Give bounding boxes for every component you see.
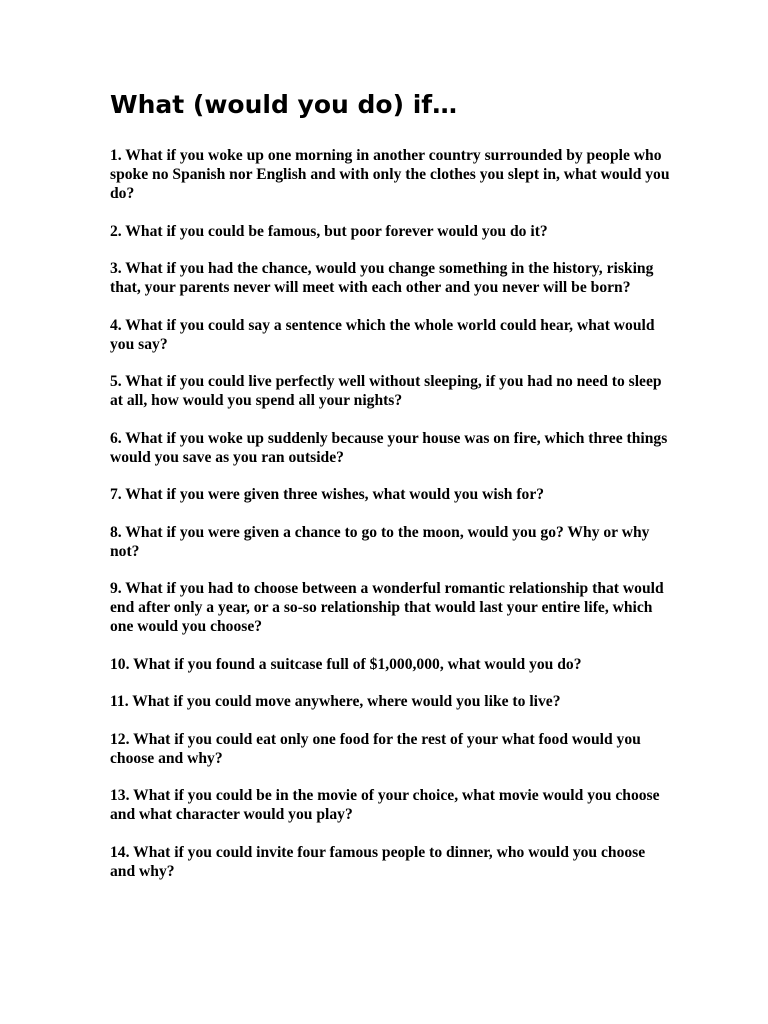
question-item-14: 14. What if you could invite four famous people to dinner, who would you choose and why? bbox=[110, 843, 646, 880]
question-item-6: 6. What if you woke up suddenly because your house was on fire, which three things would you save as you ran outside? bbox=[110, 429, 668, 466]
question-item-1: 1. What if you woke up one morning in another country surrounded by people who spoke no Spanish nor English and with only the clothes you slept in, what would you do? bbox=[110, 147, 670, 202]
question-item-10: 10. What if you found a suitcase full of $1,000,000, what would you do? bbox=[110, 655, 582, 673]
question-item-9: 9. What if you had to choose between a wonderful romantic relationship that would end after only a year, or a so-so relationship that would last your entire life, which one would you choose? bbox=[110, 580, 664, 635]
question-item-11: 11. What if you could move anywhere, where would you like to live? bbox=[110, 693, 561, 710]
question-item-3: 3. What if you had the chance, would you change something in the history, risking that, your parents never will meet with each other and you never will be born? bbox=[110, 260, 654, 296]
question-item-7: 7. What if you were given three wishes, what would you wish for? bbox=[110, 486, 545, 503]
question-item-8: 8. What if you were given a chance to go to the moon, would you go? Why or why not? bbox=[110, 523, 650, 560]
question-item-13: 13. What if you could be in the movie of your choice, what movie would you choose and what character would you play? bbox=[110, 787, 660, 823]
question-item-5: 5. What if you could live perfectly well without sleeping, if you had no need to sleep at all, how would you spend all your nights? bbox=[110, 373, 662, 409]
question-list bbox=[110, 146, 670, 899]
question-item-2: 2. What if you could be famous, but poor forever would you do it? bbox=[110, 222, 548, 240]
question-item-4: 4. What if you could say a sentence which the whole world could hear, what would you say? bbox=[110, 316, 655, 353]
question-item-12: 12. What if you could eat only one food for the rest of your what food would you choose and why? bbox=[110, 730, 641, 767]
page-title: What (would you do) if… bbox=[110, 90, 458, 119]
